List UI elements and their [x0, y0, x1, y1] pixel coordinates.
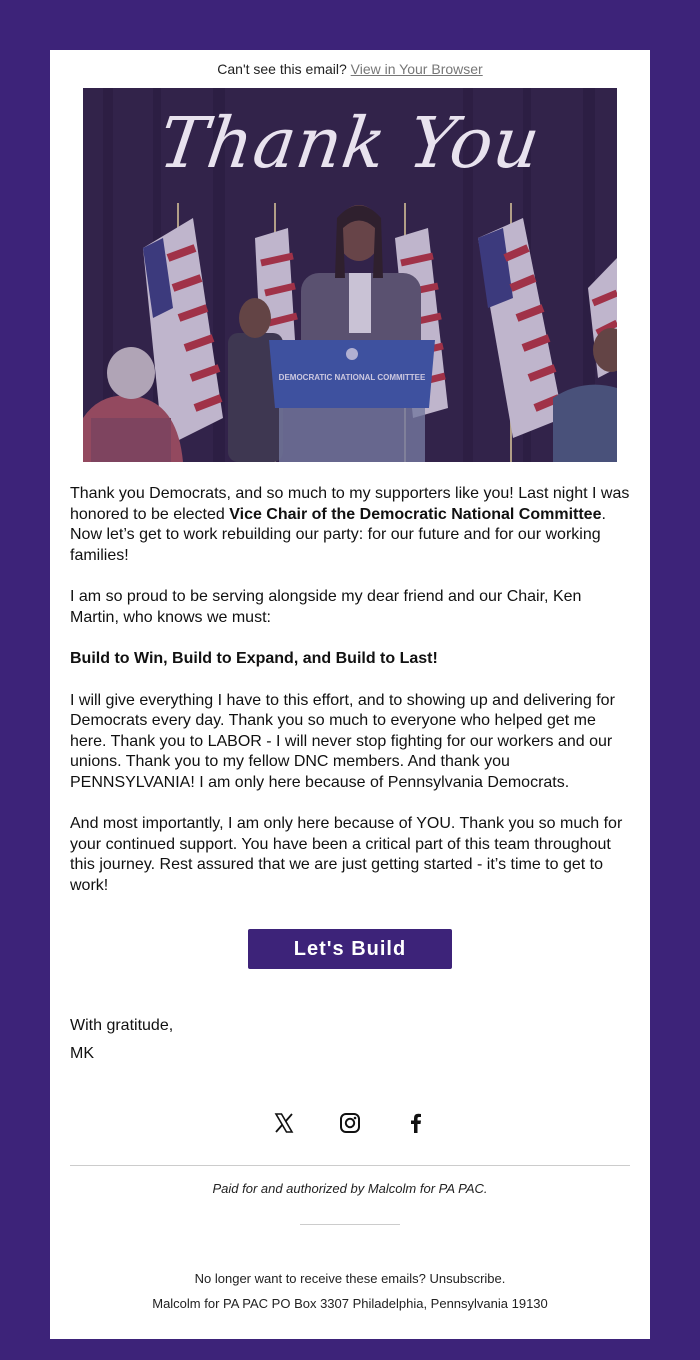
unsubscribe-text[interactable]: No longer want to receive these emails? Unsubscribe. [194, 1271, 506, 1286]
podium-text: DEMOCRATIC NATIONAL COMMITTEE [278, 373, 426, 382]
paragraph-5: And most importantly, I am only here because of YOU. Thank you so much for your continued support. You have been a critical part of this team throughout this journey. Rest assured that we are just getting started - it’s time to get to work! [70, 815, 623, 894]
social-links [50, 1112, 650, 1134]
mailing-address: Malcolm for PA PAC PO Box 3307 Philadelphia, Pennsylvania 19130 [152, 1296, 548, 1311]
paragraph-4: I will give everything I have to this effort, and to showing up and delivering for Democrats every day. Thank you so much to everyone who helped get me here. Thank you to LABOR - I will never stop fighting for our workers and our unions. Thank you to my fellow DNC members. And thank you PENNSYLVANIA! I am only here because of Pennsylvania Democrats. [70, 691, 615, 791]
paragraph-1-bold: Vice Chair of the Democratic National Committee [229, 505, 602, 523]
hero-image [83, 88, 617, 462]
footer-divider [70, 1165, 630, 1166]
signoff [70, 1012, 173, 1068]
slogan: Build to Win, Build to Expand, and Build to Last! [70, 650, 438, 667]
short-divider [300, 1224, 400, 1225]
signoff-name: MK [70, 1045, 94, 1062]
paid-for-disclaimer: Paid for and authorized by Malcolm for PA PAC. [212, 1181, 488, 1196]
lets-build-button[interactable]: Let's Build [248, 929, 452, 969]
hero-title: Thank You [154, 102, 546, 184]
view-in-browser-link[interactable]: View in Your Browser [350, 61, 483, 77]
paragraph-2: I am so proud to be serving alongside my dear friend and our Chair, Ken Martin, who knows we must: [70, 588, 582, 626]
x-icon[interactable] [273, 1112, 295, 1134]
instagram-icon[interactable] [339, 1112, 361, 1134]
preheader-text: Can't see this email? [217, 61, 347, 77]
signoff-closing: With gratitude, [70, 1017, 174, 1034]
paragraph-3 [70, 649, 630, 670]
paragraph-1 [70, 484, 630, 566]
preheader [50, 61, 650, 79]
paragraph-1-start: Thank you Democrats, and so much to my supporters like you! Last night I was honored to be elected [70, 485, 630, 523]
email-body [70, 484, 630, 917]
email-card [50, 50, 650, 1339]
paragraph-1-end: . Now let’s get to work rebuilding our party: for our future and for our working families! [70, 505, 606, 564]
facebook-icon[interactable] [405, 1112, 427, 1134]
